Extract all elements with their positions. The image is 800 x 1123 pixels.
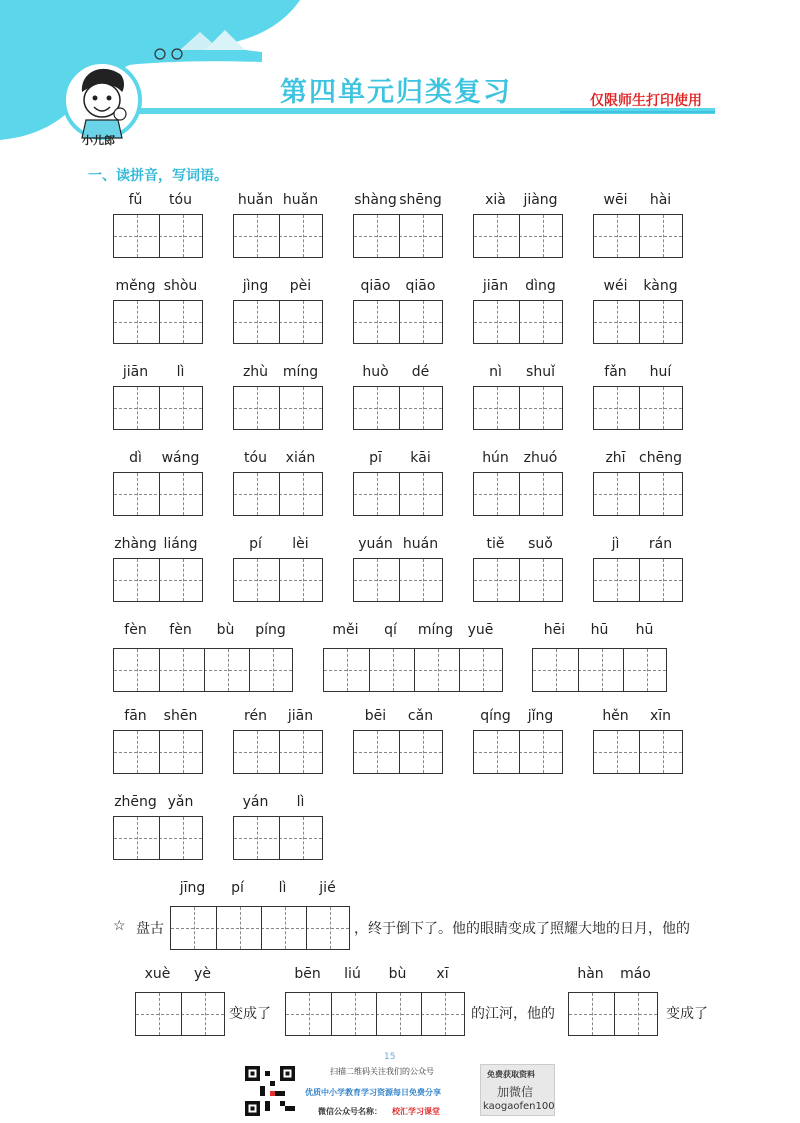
pinyin-label: fān [124,708,147,724]
pinyin-label: shòu [163,278,198,294]
page-number: 15 [384,1052,396,1062]
pinyin-label: hū [635,622,654,638]
section-heading: 一、读拼音，写词语。 [88,168,228,184]
writing-grid[interactable] [233,386,323,430]
pinyin-label: měng [115,278,156,294]
writing-grid[interactable] [473,214,563,258]
pinyin-label: shēng [399,192,442,208]
writing-grid[interactable] [233,214,323,258]
add-wechat: 加微信 [497,1085,534,1099]
pinyin-label: bù [216,622,235,638]
passage-text-2c: 变成了 [666,1006,708,1022]
pinyin-label: tiě [486,536,505,552]
writing-grid[interactable] [353,730,443,774]
pinyin-label: jǐng [527,708,554,724]
pinyin-label: zhuó [523,450,558,466]
pinyin-label: wéi [603,278,628,294]
pinyin-label: jì [611,536,620,552]
writing-grid[interactable] [113,648,293,692]
passage-blank-grid[interactable] [135,992,225,1036]
writing-grid[interactable] [233,300,323,344]
pinyin-label: yè [194,966,211,982]
pinyin-label: rén [244,708,267,724]
pinyin-label: lì [278,880,287,896]
pinyin-label: máo [620,966,651,982]
pinyin-label: lì [176,364,185,380]
star-marker: ☆ [113,918,126,934]
qr-code-icon [245,1066,295,1116]
writing-grid[interactable] [473,472,563,516]
pinyin-label: chēng [639,450,682,466]
pinyin-label: yǎn [167,794,194,810]
wechat-box [480,1064,555,1116]
pinyin-label: nì [489,364,502,380]
writing-grid[interactable] [353,386,443,430]
pinyin-label: hài [649,192,672,208]
pinyin-label: qíng [480,708,511,724]
writing-grid[interactable] [593,558,683,602]
pinyin-label: qiāo [360,278,391,294]
pinyin-label: jiān [287,708,314,724]
writing-grid[interactable] [113,816,203,860]
pinyin-label: míng [417,622,454,638]
writing-grid[interactable] [113,730,203,774]
pinyin-label: qiāo [405,278,436,294]
pinyin-label: fèn [169,622,192,638]
boy-mascot-icon [62,60,142,140]
pinyin-label: zhàng [114,536,157,552]
writing-grid[interactable] [353,472,443,516]
pinyin-label: xīn [649,708,672,724]
writing-grid[interactable] [473,730,563,774]
writing-grid[interactable] [113,214,203,258]
pinyin-label: fèn [124,622,147,638]
writing-grid[interactable] [113,386,203,430]
pinyin-label: xuè [144,966,171,982]
pinyin-label: liú [344,966,361,982]
writing-grid[interactable] [233,816,323,860]
pinyin-label: shēn [163,708,198,724]
pinyin-label: shuǐ [526,364,555,380]
pinyin-label: dìng [525,278,556,294]
pinyin-label: jiān [482,278,509,294]
free-label: 免费获取资料 [487,1070,535,1079]
brand-label: 小儿郎 [82,134,115,147]
pinyin-label: cǎn [407,708,434,724]
writing-grid[interactable] [353,558,443,602]
pinyin-label: fǎn [604,364,627,380]
pinyin-label: kàng [643,278,678,294]
pinyin-label: rán [648,536,673,552]
pinyin-label: tóu [169,192,192,208]
writing-grid[interactable] [233,558,323,602]
print-note: 仅限师生打印使用 [590,93,702,109]
pinyin-label: xián [285,450,316,466]
pinyin-label: yuē [467,622,494,638]
writing-grid[interactable] [473,558,563,602]
passage-text-1b: ，终于倒下了。他的眼睛变成了照耀大地的日月，他的 [354,921,690,937]
writing-grid[interactable] [323,648,503,692]
pinyin-label: pèi [289,278,312,294]
pinyin-label: kāi [410,450,431,466]
pinyin-label: liáng [163,536,198,552]
pinyin-label: zhù [242,364,269,380]
scan-text: 扫描二维码关注我们的公众号 [330,1067,434,1076]
pinyin-label: yán [242,794,269,810]
pinyin-label: huán [402,536,439,552]
passage-text-1a: 盘古 [136,921,164,937]
account-name: 校汇学习课堂 [392,1107,440,1116]
writing-grid[interactable] [353,214,443,258]
pinyin-label: jīng [179,880,206,896]
pinyin-label: jié [319,880,336,896]
pinyin-label: lèi [292,536,309,552]
writing-grid[interactable] [353,300,443,344]
pinyin-label: jiān [122,364,149,380]
promo-text: 优质中小学教育学习资源每日免费分享 [305,1088,441,1097]
pinyin-label: bēi [364,708,387,724]
pinyin-label: hàn [577,966,604,982]
writing-grid[interactable] [532,648,667,692]
pinyin-label: huǎn [282,192,319,208]
pinyin-label: suǒ [528,536,553,552]
pinyin-label: hū [590,622,609,638]
pinyin-label: dì [129,450,142,466]
writing-grid[interactable] [113,300,203,344]
writing-grid[interactable] [233,730,323,774]
pinyin-label: huǎn [237,192,274,208]
pinyin-label: huí [649,364,672,380]
wechat-id: kaogaofen100 [483,1101,555,1112]
writing-grid[interactable] [473,300,563,344]
pinyin-label: pí [231,880,244,896]
pinyin-label: zhēng [114,794,157,810]
writing-grid[interactable] [593,730,683,774]
passage-blank-grid[interactable] [285,992,465,1036]
writing-grid[interactable] [113,558,203,602]
pinyin-label: yuán [358,536,393,552]
writing-grid[interactable] [593,472,683,516]
pinyin-label: jiàng [523,192,558,208]
pinyin-label: huò [362,364,389,380]
passage-blank-grid[interactable] [568,992,658,1036]
pinyin-label: dé [411,364,430,380]
pinyin-label: xī [436,966,449,982]
pinyin-label: xià [485,192,506,208]
pinyin-label: hēi [543,622,566,638]
pinyin-label: měi [332,622,359,638]
pinyin-label: zhī [605,450,626,466]
pinyin-label: píng [255,622,286,638]
page-title: 第四单元归类复习 [280,77,512,108]
pinyin-label: wáng [161,450,200,466]
pinyin-label: lì [296,794,305,810]
pinyin-label: pí [249,536,262,552]
writing-grid[interactable] [473,386,563,430]
pinyin-label: pī [369,450,382,466]
passage-text-2b: 的江河，他的 [471,1006,555,1022]
pinyin-label: bù [388,966,407,982]
writing-grid[interactable] [593,300,683,344]
writing-grid[interactable] [233,472,323,516]
account-label: 微信公众号名称： [318,1107,382,1116]
pinyin-label: qí [384,622,397,638]
pinyin-label: hěn [602,708,629,724]
passage-blank-grid[interactable] [170,906,350,950]
pinyin-label: wēi [603,192,628,208]
pinyin-label: tóu [244,450,267,466]
pinyin-label: jìng [242,278,269,294]
passage-text-2a: 变成了 [229,1006,271,1022]
writing-grid[interactable] [593,214,683,258]
pinyin-label: míng [282,364,319,380]
writing-grid[interactable] [113,472,203,516]
pinyin-label: hún [482,450,509,466]
writing-grid[interactable] [593,386,683,430]
pinyin-label: fǔ [128,192,143,208]
pinyin-label: shàng [354,192,397,208]
pinyin-label: bēn [294,966,321,982]
